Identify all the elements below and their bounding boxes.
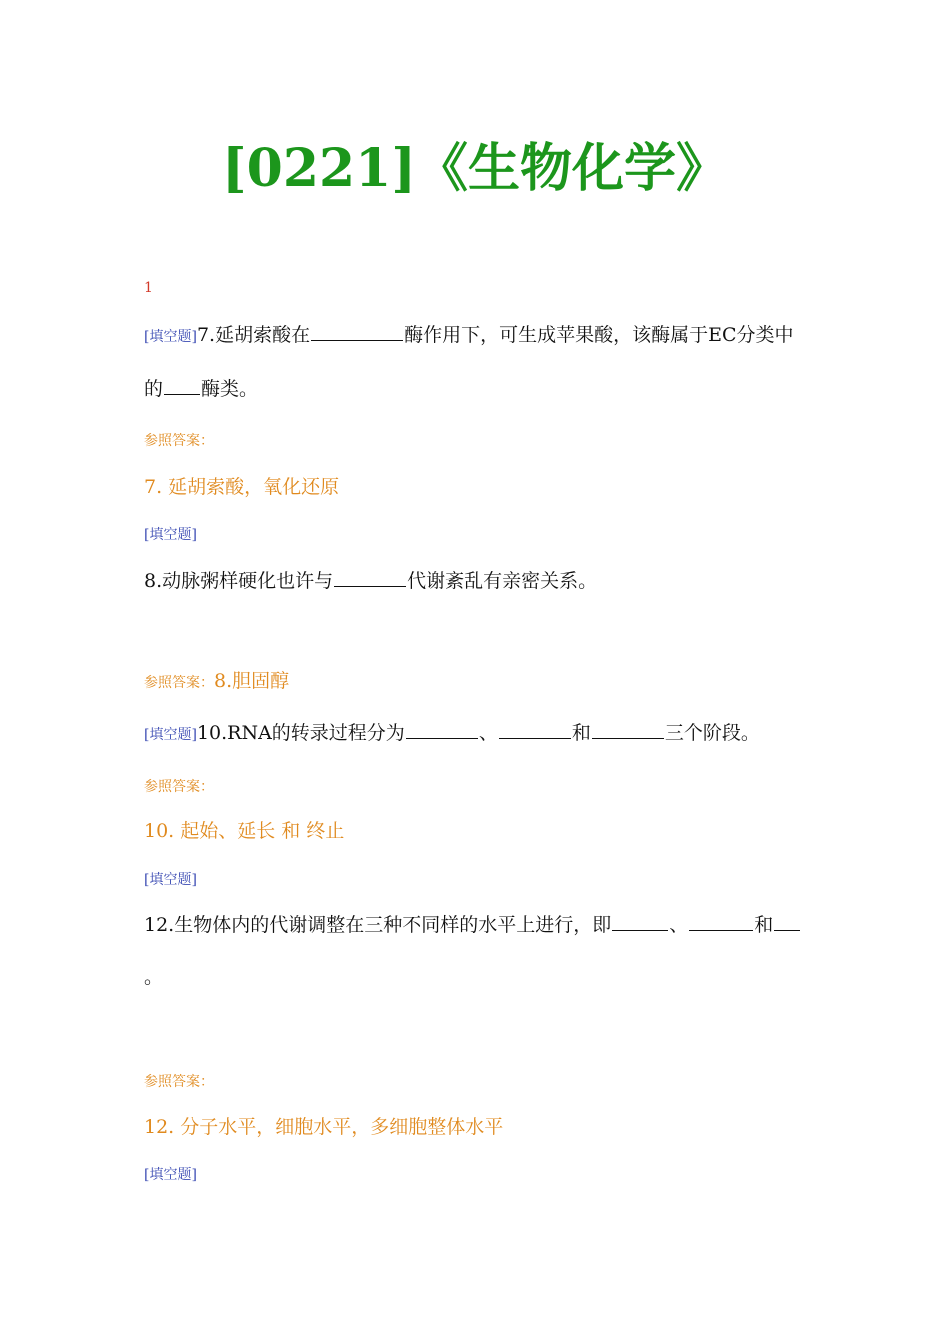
question-10: [144, 718, 760, 745]
question-12-prefix: 12.生物体内的代谢调整在三种不同样的水平上进行，即: [144, 914, 612, 936]
answer-8: 8.胆固醇: [214, 670, 290, 692]
question-8-suffix: 代谢紊乱有亲密关系。: [407, 570, 598, 592]
reference-answer-label: 参照答案：: [144, 433, 214, 449]
question-12: [144, 910, 801, 937]
reference-answer-label: 参照答案：: [144, 675, 214, 691]
answer-8-row: [144, 666, 289, 693]
question-type-tag: [填空题]: [144, 527, 197, 543]
fill-blank: [499, 720, 571, 739]
question-type-tag: [填空题]: [144, 329, 197, 345]
question-type-tag: [填空题]: [144, 1167, 197, 1183]
answer-12: 12. 分子水平，细胞水平，多细胞整体水平: [144, 1116, 504, 1138]
fill-blank: [334, 568, 406, 587]
question-10-sep2: 和: [571, 722, 591, 744]
answer-10: 10. 起始、延长 和 终止: [144, 820, 345, 842]
document-title: [0221]《生物化学》: [222, 138, 728, 199]
reference-answer-label: 参照答案：: [144, 779, 214, 795]
question-7-line2: [144, 374, 258, 401]
question-10-sep1: 、: [478, 722, 498, 744]
reference-answer-label: 参照答案：: [144, 1074, 214, 1090]
question-10-prefix: 10.RNA的转录过程分为: [196, 722, 405, 744]
question-type-tag: [填空题]: [144, 872, 197, 888]
question-7: [144, 320, 794, 347]
question-12-sep2: 和: [754, 914, 774, 936]
answer-7: 7. 延胡索酸，氧化还原: [144, 476, 340, 498]
question-12-sep1: 、: [669, 914, 689, 936]
fill-blank: [612, 912, 668, 931]
question-7-line2-end: 酶类。: [201, 378, 259, 400]
question-7-line2-start: 的: [144, 378, 164, 400]
question-8-prefix: 8.动脉粥样硬化也许与: [144, 570, 334, 592]
question-number: 1: [144, 280, 153, 296]
question-7-mid: 酶作用下，可生成苹果酸，该酶属于EC分类中: [404, 324, 794, 346]
question-type-tag: [填空题]: [144, 727, 197, 743]
question-8: [144, 566, 597, 593]
fill-blank: [774, 912, 800, 931]
fill-blank: [311, 322, 403, 341]
fill-blank: [592, 720, 664, 739]
question-12-line2: 。: [144, 966, 164, 988]
fill-blank: [406, 720, 478, 739]
fill-blank: [689, 912, 753, 931]
question-10-suffix: 三个阶段。: [664, 722, 760, 744]
fill-blank: [164, 376, 200, 395]
question-7-prefix: 7.延胡索酸在: [196, 324, 311, 346]
